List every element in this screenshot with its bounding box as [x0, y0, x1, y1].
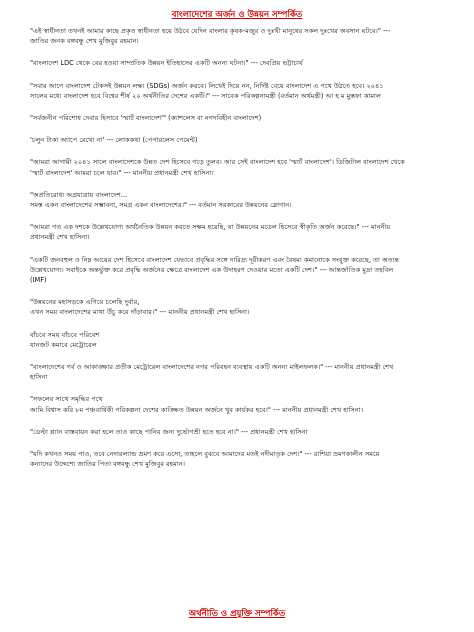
quote-paragraph	[30, 427, 444, 437]
quote-line: উল্লেখযোগ্য। সবাইকে অন্তর্ভুক্ত করে প্রবৃদ্ধি অর্জনের ক্ষেত্রে বাংলাদেশ এক উদাহরণ দেওয়ার মতো একটি দেশ।" --- আন্তর্জাতিক মুদ্রা তহবিল	[30, 265, 394, 274]
quote-line: "বাংলাদেশের গর্ব ও আকাঙ্ক্ষার প্রতীক মেট্রোরেল বাংলাদেশের নগর পরিবহন ব্যবস্থায় একটি অনন্য মাইলফলক।" --- মাননীয় প্রধানমন্ত্রী শেখ	[30, 363, 394, 372]
quote-line: "অপ্রতিরোধ্য অগ্রযাত্রায় বাংলাদেশ...	[30, 190, 128, 199]
quote-paragraph	[30, 58, 444, 68]
quote-paragraph	[30, 113, 444, 123]
quote-line: বাঁচবে সময় বাঁচবে পরিবেশ	[30, 330, 100, 339]
quote-paragraph	[30, 330, 444, 350]
quote-line: 'চলুন টাকা অ্যাপে রেখো না' --- লোককথা (পেপারলেস পেমেন্ট)	[30, 136, 198, 145]
quote-line: "আমরা আগামী ২০৪১ সালে বাংলাদেশকে উন্নত দেশ হিসেবে গড়ে তুলব। আর সেই বাংলাদেশ হবে 'স্মার্ট বাংলাদেশ'। ডিজিটাল বাংলাদেশ থেকে	[30, 158, 405, 167]
quote-paragraph	[30, 362, 444, 382]
quote-line: "আমরা গত এক দশকে উল্লেখযোগ্য অর্থনৈতিক উন্নয়ন করতে সক্ষম হয়েছি, যা উন্নয়নের মডেল হিসেবে স্বীকৃতি অর্জন করেছে।" --- মাননীয়	[30, 223, 391, 232]
quote-paragraph	[30, 157, 444, 177]
quote-line: "এই স্বাধীনতা তখনই আমার কাছে প্রকৃত স্বাধীনতা হয়ে উঠবে যেদিন বাংলার কৃষক-মজুর ও দুঃখী মানুষের সকল দুঃখের অবসান ঘটবে।" ---	[30, 27, 391, 35]
next-section-heading: অর্থনীতি ও প্রযুক্তি সম্পর্কিত	[188, 609, 286, 619]
quote-line: "উন্নয়নের মহাসড়কে এগিয়ে চলেছি দুর্বার,	[30, 298, 140, 307]
quote-paragraph	[30, 135, 444, 145]
quote-paragraph	[30, 26, 444, 46]
quote-line: হাসিনা	[30, 373, 48, 382]
quote-line: "সফলের সাথে সমৃদ্ধির পথে	[30, 395, 103, 404]
quote-line: "ডেল্টা প্ল্যান বাস্তবায়ন করা হলে তাও কাছে পানির জন্য দুর্ভোগশ্রী হতে হবে না।" --- প্রধানমন্ত্রী শেখ হাসিনা	[30, 427, 308, 436]
quote-line: 'স্মার্ট বাংলাদেশ' আমরা চলে যাব।" --- মাননীয় প্রধানমন্ত্রী শেখ হাসিনা।	[30, 168, 214, 177]
quote-line: আমি বিশ্বাস করি ৮ম পঞ্চবার্ষিকী পরিকল্পনা দেশের কাঙ্ক্ষিত উন্নয়ন অর্জনে খুব কার্যকর হবে।" --- মাননীয় প্রধানমন্ত্রী শেখ হাসিনা।	[30, 405, 364, 414]
quote-line: কন্যাদের উদ্দেশ্যে জাতির পিতা বঙ্গবন্ধু শেখ মুজিবুর রহমান।	[30, 460, 185, 469]
quote-line: জাতির জনক বঙ্গবন্ধু শেখ মুজিবুর রহমান।	[30, 37, 139, 46]
quote-paragraph	[30, 222, 444, 242]
quote-line: এখন সময় বাংলাদেশের মাথা উঁচু করে দাঁড়াবার।" --- মাননীয় প্রধানমন্ত্রী শেখ হাসিনা।	[30, 308, 250, 317]
section-heading: বাংলাদেশের অর্জন ও উন্নয়ন সম্পর্কিত	[171, 10, 303, 20]
quote-line: "বাংলাদেশ LDC থেকে বের হওয়া সাম্প্রতিক উন্নয়ন ইতিহাসের একটি অনন্য ঘটনা।" --- দেবপ্রিয় ভট্টাচার্য	[30, 59, 303, 68]
quote-line: "সবার আগে বাংলাদেশ টেকসই উন্নয়ন লক্ষ্য (SDGs) অর্জন করবে। লিখেই দিয়ে নন, নির্দিষ্ট বেয়ে বাংলাদেশ এ পথে উঠতে হবে। ২০৪১	[30, 81, 384, 90]
quote-paragraph	[30, 297, 444, 317]
quote-paragraph	[30, 394, 444, 414]
quote-line: "যদি কখনও সময় পাও, তবে নেদারল্যান্ড ভ্রমণ করে এসো, তাহলে বুঝবে আমাদের মতই নদীমাতৃক দেশ।" --- রাশিয়া ভ্রমণকালীন সময়ে	[30, 450, 380, 459]
quote-paragraph	[30, 449, 444, 469]
quote-line: যানজট কমাবে মেট্রোরেল	[30, 340, 97, 349]
quote-line: (IMF)	[30, 276, 47, 285]
quote-line: "সর্বজনীন পরিশোধ দেবার হিসাবে 'স্মার্ট বাংলাদেশ'" (ক্যাশলেস বা নগদবিহীন বাংলাদেশ)	[30, 114, 262, 123]
quote-paragraph	[30, 255, 444, 286]
quote-line: সমস্ত একন বাংলাদেশের সম্ভাবনা, সমগ্র একন বাংলাদেশের।" --- বর্তমান সরকারের উন্নয়নের স্লোগান।	[30, 201, 292, 210]
quote-line: সালের মধ্যে বাংলাদেশ হবে বিশ্বের শীর্ষ ২০ অর্থনীতির দেশের একটি।" --- সাবেক পরিকল্পনামন্ত্রী (বর্তমান অর্থমন্ত্রী) আ হ ম মুস্তফা কামাল	[30, 91, 381, 100]
quote-paragraph	[30, 190, 444, 210]
quote-line: "একটি জনবহুল ও নিম্ন আয়ের দেশ হিসেবে বাংলাদেশ যেভাবে প্রবৃদ্ধির সঙ্গে দারিদ্র্য দূরীকরণ এবং বৈষম্য কমানোকে সংযুক্ত করেছে, তা অত্যন্ত	[30, 255, 400, 264]
quote-line: প্রধানমন্ত্রী শেখ হাসিনা।	[30, 233, 90, 242]
quote-list	[30, 26, 444, 469]
quote-paragraph	[30, 81, 444, 101]
